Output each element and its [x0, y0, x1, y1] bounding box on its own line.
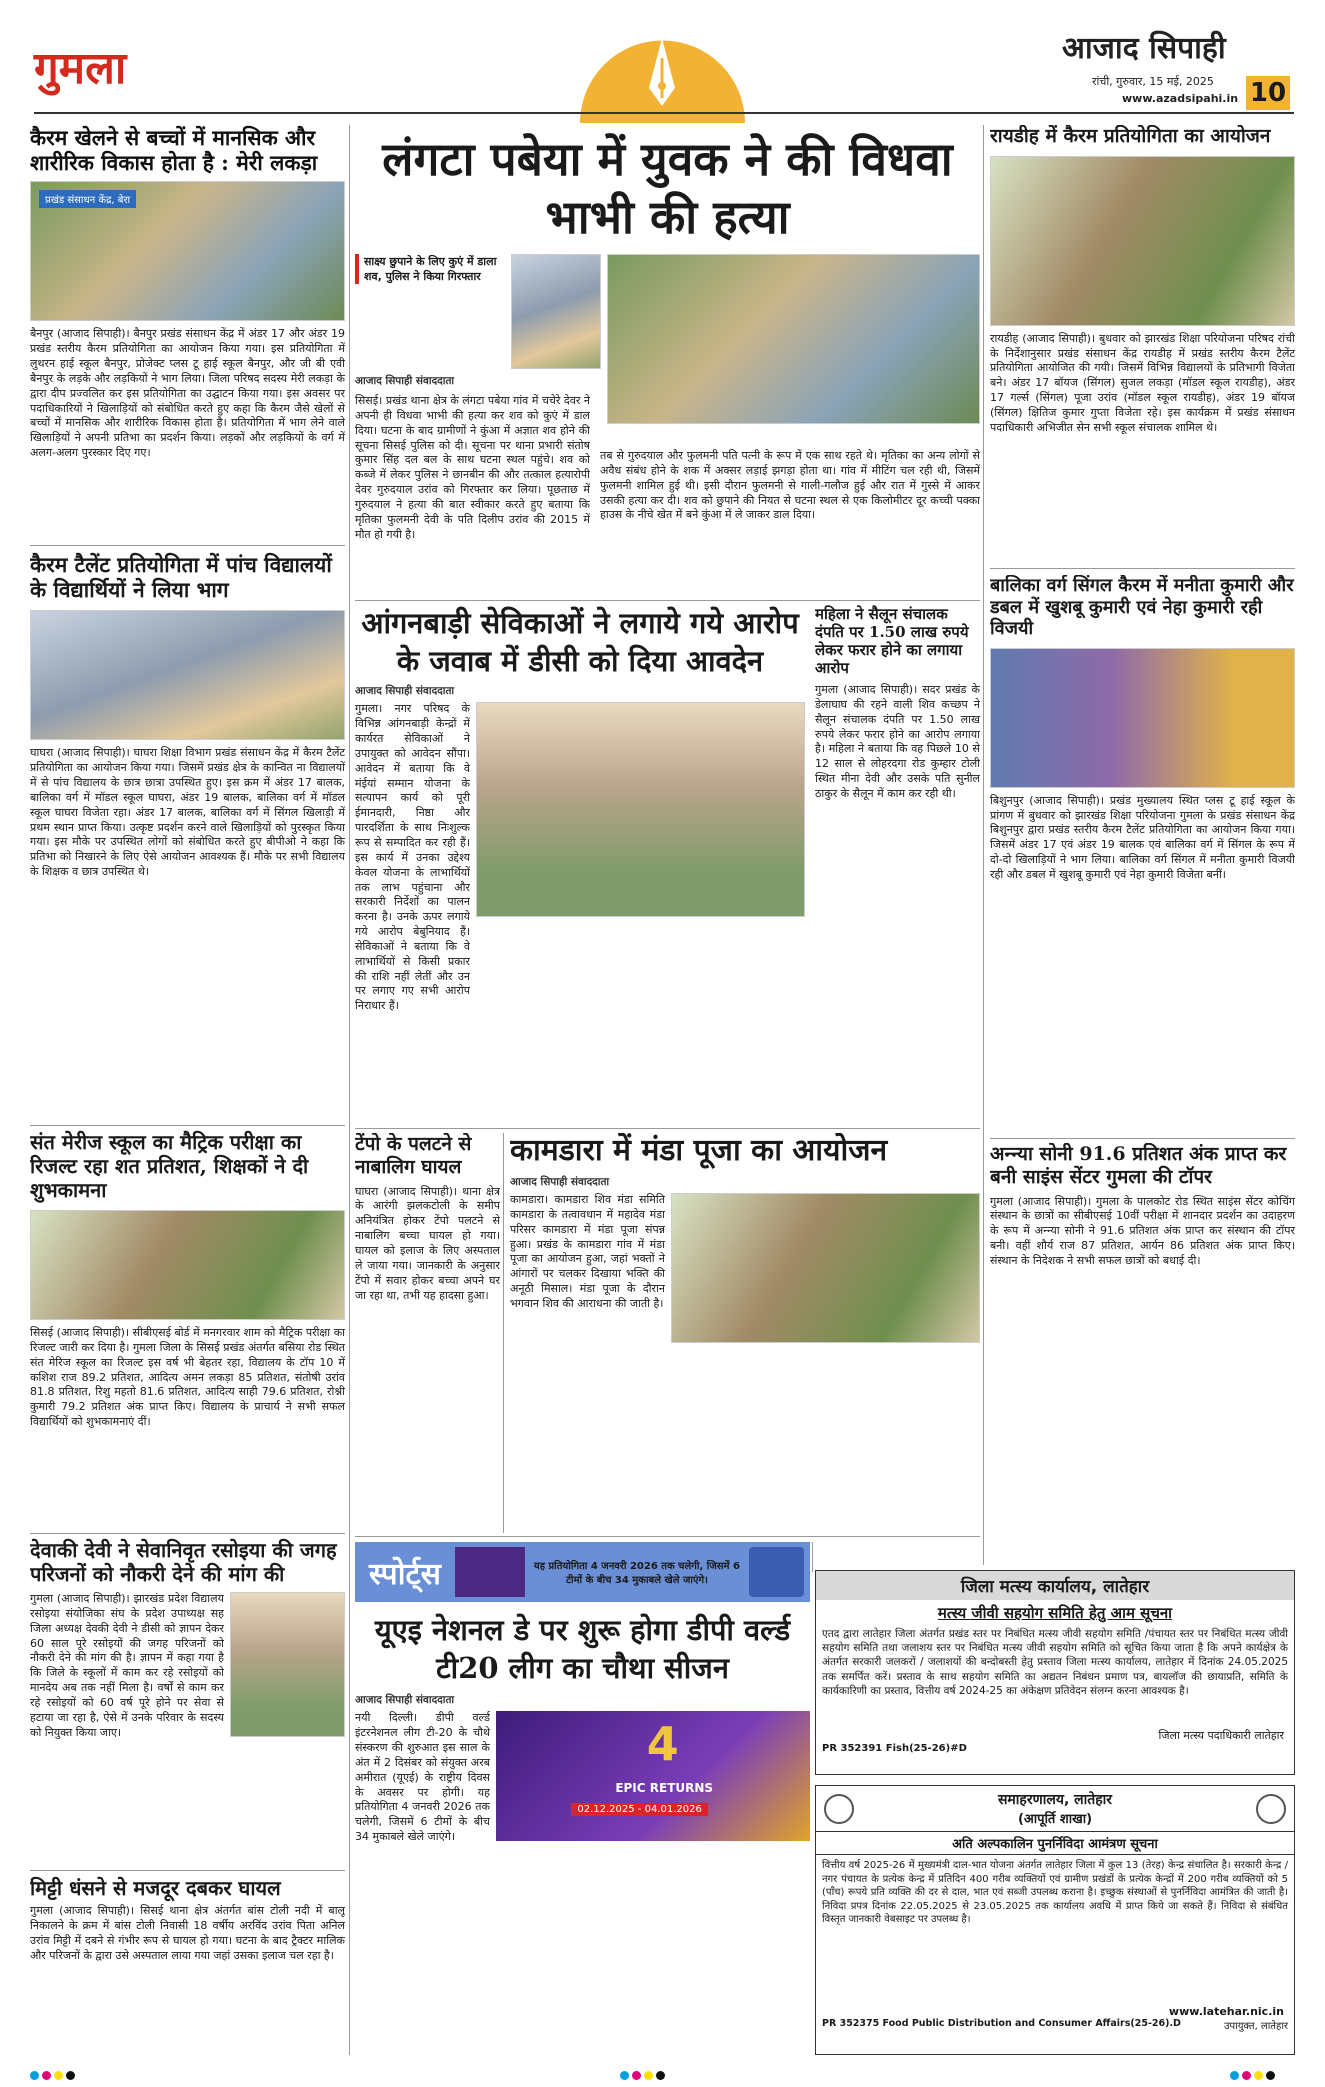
article-photo — [476, 702, 805, 917]
fisheries-notice — [815, 1570, 1295, 1775]
article-body: सिसई (आजाद सिपाही)। सीबीएसई बोर्ड में मनगरवार शाम को मैट्रिक परीक्षा का रिजल्ट जारी कर दिया है। गुमला जिला के सिसई प्रखंड अंतर्गत बसिया रोड स्थित संत मेरिज स्कूल का रिजल्ट इस वर्ष भी बेहतर रहा, विद्यालय के टॉप 10 में कशिश राज 89.2 प्रतिशत, आदित्य अमन लकड़ा 85 प्रतिशत, संतोषी उरांव 81.8 प्रतिशत, रिशु महतो 81.6 प्रतिशत, आदित्य साही 79.6 प्रतिशत, रोश्नी कुमारी 79.2 प्रतिशत अंक प्राप्त किए। विद्यालय के प्राचार्य ने सभी सफल विद्यार्थियों को शुभकामनाएं दीं। — [30, 1326, 345, 1429]
poster-dates: 02.12.2025 - 04.01.2026 — [571, 1803, 707, 1816]
lead-photo-caption: साक्ष्य छुपाने के लिए कुएं में डाला शव, पुलिस ने किया गिरफ्तार — [355, 254, 505, 284]
notice-subject: मत्स्य जीवी सहयोग समिति हेतु आम सूचना — [937, 1604, 1173, 1622]
article-title: संत मेरीज स्कूल का मैट्रिक परीक्षा का रिजल्ट रहा शत प्रतिशत, शिक्षकों ने दी शुभकामना — [30, 1130, 309, 1202]
divider — [355, 600, 980, 601]
jharkhand-emblem-icon — [824, 1794, 854, 1824]
article-title: टेंपो के पलटने से नाबालिग घायल — [355, 1133, 472, 1178]
section-title: गुमला — [34, 43, 127, 94]
divider — [990, 568, 1295, 569]
paper-name: आजाद सिपाही — [1062, 31, 1226, 66]
lead-byline: आजाद सिपाही संवाददाता — [355, 375, 455, 387]
color-registration-marks-right — [1230, 2065, 1278, 2084]
notice-header: जिला मत्स्य कार्यालय, लातेहार — [816, 1571, 1294, 1600]
notice-subheader: (आपूर्ति शाखा) — [1017, 1812, 1093, 1827]
sports-byline: आजाद सिपाही संवाददाता — [355, 1694, 455, 1707]
article-title: अन्न्या सोनी 91.6 प्रतिशत अंक प्राप्त कर बनी साइंस सेंटर गुमला की टॉपर — [990, 1143, 1287, 1188]
center-article-manda — [510, 1133, 980, 1533]
center-article-tempo — [355, 1133, 500, 1533]
article-photo — [990, 156, 1295, 326]
article-byline: आजाद सिपाही संवाददाता — [510, 1176, 610, 1188]
article-body: गुमला (आजाद सिपाही)। झारखंड प्रदेश विद्यालय रसोइया संयोजिका संघ के प्रदेश उपाध्यक्ष सह जिला अध्यक्ष देवकी देवी ने डीसी को ज्ञापन देकर 60 साल पूरे रसोइयों की जगह परिजनों को नौकरी देने की मांग की है। ज्ञापन में कहा गया है कि जिले के स्कूलों में काम कर रहे रसोइयों को मानदेय अब तक नहीं मिला है। वर्षों से काम कर रहे रसोइयों को 60 वर्ष पूरे होने पर सेवा से हटाया जा रहा है, ऐसे में उनके परिवार के सदस्य को नियुक्त किया जाए। — [30, 1592, 224, 1739]
article-title: कामडारा में मंडा पूजा का आयोजन — [510, 1133, 888, 1168]
article-body: कामडारा। कामडारा शिव मंडा समिति कामडारा के तत्वावधान में महादेव मंडा परिसर कामडारा में मंडा पूजा संपन्न हुआ। प्रखंड के कामडारा गांव में मंडा पूजा का आयोजन हुआ, जहां भक्तों ने आंगारों पर चलकर दिखाया भक्ति की अनूठी मिसाल। मंडा पूजा के दौरान भगवान शिव की आराधना की जाती है। — [510, 1193, 665, 1310]
center-article-anganwadi — [355, 605, 805, 1125]
lead-photo-crowd — [607, 254, 980, 424]
notice-pr-number: PR 352391 Fish(25-26)#D — [822, 1743, 967, 1754]
article-photo — [990, 648, 1295, 788]
tender-notice — [815, 1785, 1295, 2055]
article-title: बालिका वर्ग सिंगल कैरम में मनीता कुमारी और डबल में खुशबू कुमारी एवं नेहा कुमारी रही विजयी — [990, 575, 1294, 640]
column-rule — [812, 1542, 813, 1572]
col1-article-4 — [30, 1538, 345, 1868]
notice-signature: उपायुक्त, लातेहार — [1223, 2021, 1288, 2032]
col1-article-5 — [30, 1876, 345, 2051]
notice-website[interactable]: www.latehar.nic.in — [1168, 2005, 1284, 2018]
article-body: गुमला (आजाद सिपाही)। सदर प्रखंड के डेलाघाघ की रहने वाली शिव कच्छप ने सैलून संचालक दंपति पर 1.50 लाख रुपये लेकर फरार होने का आरोप लगाया है। महिला ने बताया कि वह पिछले 10 से 12 साल से लोहरदगा रोड कुम्हार टोली स्थित मीना देवी और उसके पति सुनील ठाकुर के सैलून में काम कर रही थी। — [815, 683, 980, 800]
cricket-player-icon — [749, 1547, 804, 1597]
article-body: रायडीह (आजाद सिपाही)। बुधवार को झारखंड शिक्षा परियोजना परिषद रांची के निर्देशानुसार प्रखंड संसाधन केंद्र रायडीह में प्रखंड स्तरीय कैरम टैलेंट प्रतियोगिता आयोजित की गयी। जिसमें विभिन्न विद्यालयों के प्रतिभागी विजेता बने। अंडर 17 बॉयज (सिंगल) सुजल लकड़ा (मॉडल स्कूल रायडीह), अंडर 17 गर्ल्स (सिंगल) पूजा उरांव (मॉडल स्कूल रायडीह), अंडर 19 बॉयज (सिंगल) क्षितिज कुमार गुप्ता विजेता रहे। इस कार्यक्रम में प्रखंड संसाधन पदाधिकारी अभिजीत सेन सभी स्कूल संचालक शामिल थे। — [990, 331, 1295, 434]
divider — [355, 1536, 980, 1537]
sports-promo-thumb — [455, 1547, 525, 1597]
divider — [30, 1533, 345, 1534]
divider — [30, 545, 345, 546]
lead-body-2: तब से गुरुदयाल और फुलमनी पति पत्नी के रूप में एक साथ रहते थे। मृतिका का अन्य लोगों से अवैध संबंध होने के शक में अक्सर लड़ाई झगड़ा होता था। गांव में मीटिंग चल रही थी, जिसमें फुलमनी शामिल हुई थी। इसी दौरान फुलमनी से गाली-गलौज हुई और रात में गुस्से में आकर उसकी हत्या कर दी। शव को छुपाने की नियत से घटना स्थल से एक किलोमीटर दूर कच्ची पक्का हाउस के नीचे खेत में बने कुंआ में ले जाकर डाल दिया। — [600, 449, 980, 522]
lead-story — [355, 125, 980, 595]
right-article-3 — [990, 1143, 1295, 1563]
article-title: रायडीह में कैरम प्रतियोगिता का आयोजन — [990, 125, 1271, 147]
col1-article-1 — [30, 125, 345, 540]
article-title: मिट्टी धंसने से मजदूर दबकर घायल — [30, 1876, 281, 1900]
article-body: बैनपुर (आजाद सिपाही)। बैनपुर प्रखंड संसाधन केंद्र में अंडर 17 और अंडर 19 प्रखंड स्तरीय कैरम प्रतियोगिता का आयोजन किया गया। इस प्रतियोगिता में लुथरन हाई स्कूल बैनपुर, प्रोजेक्ट प्लस टू हाई स्कूल बैनपुर, और जी बी एवी बैनपुर के लड़के और लड़कियों ने भाग लिया। जिला परिषद सदस्य मेरी लकड़ा के द्वारा दीप प्रज्वलित कर इस प्रतियोगिता का उद्घाटन किया गया। इस अवसर पर पदाधिकारियों ने खिलाड़ियों को संबोधित करते हुए कहा कि कैरम जैसे खेलों से बच्चों में मानसिक और शारीरिक विकास होता है। प्रतियोगिता में भाग लेने वाले खिलाड़ियों ने अपनी प्रतिभा का प्रदर्शन किया। लड़कों और लड़कियों के वर्ग में अलग-अलग पुरस्कार दिए गए। — [30, 327, 345, 460]
article-photo — [30, 1210, 345, 1320]
col1-article-2 — [30, 552, 345, 1122]
notice-body: वित्तीय वर्ष 2025-26 में मुख्यमंत्री दाल-भात योजना अंतर्गत लातेहार जिला में कुल 13 (तेरह) केन्द्र संचालित है। सरकारी केन्द्र / नगर पंचायत के प्रत्येक केन्द्र में प्रतिदिन 400 गरीब व्यक्तियों एवं ग्रामीण प्रखंडों के प्रत्येक केन्द्रों में 200 गरीब व्यक्तियों को 5 (पाँच) रूपये प्रति व्यक्ति की दर से दाल, भात एवं सब्जी उपलब्ध कराना है। इच्छुक संस्थाओं से पुनर्निविदा आमंत्रित की जाती है। निविदा प्रपत्र दिनांक 22.05.2025 से 23.05.2025 तक कार्यालय अवधि में प्राप्त किये जा सकते हैं। निविदा से संबंधित विस्तृत जानकारी वेबसाइट पर उपलब्ध है। — [822, 1860, 1288, 1925]
col1-article-3 — [30, 1130, 345, 1530]
website[interactable]: www.azadsipahi.in — [1122, 92, 1239, 105]
right-article-2 — [990, 575, 1295, 1135]
divider — [990, 1138, 1295, 1139]
article-body: घाघरा (आजाद सिपाही)। थाना क्षेत्र के आरंगी झलकटोली के समीप अनियंत्रित होकर टेंपो पलटने से नाबालिग बच्चा घायल हो गया। घायल को इलाज के लिए अस्पताल ले जाया गया। जानकारी के अनुसार टेंपो में सवार होकर बच्चा अपने घर जा रहा था, तभी यह हादसा हुआ। — [355, 1184, 500, 1302]
article-body: बिशुनपुर (आजाद सिपाही)। प्रखंड मुख्यालय स्थित प्लस टू हाई स्कूल के प्रांगण में बुधवार को झारखंड शिक्षा परियोजना गुमला के प्रखंड संसाधन केंद्र बिशुनपुर द्वारा प्रखंड स्तरीय कैरम टैलेंट प्रतियोगिता का आयोजन किया गया। जिसमें अंडर 17 एवं अंडर 19 बालक एवं बालिका वर्ग में सिंगल के रूप में दो-दो खिलाड़ियों ने भाग लिया। बालिका वर्ग सिंगल में मनीता कुमारी विजयी रही और डबल में खुशबू कुमारी एवं नेहा कुमारी विजेता बनीं। — [990, 793, 1295, 881]
color-registration-marks-center — [620, 2065, 668, 2084]
article-title: कैरम टैलेंट प्रतियोगिता में पांच विद्यालयों के विद्यार्थियों ने लिया भाग — [30, 552, 332, 603]
article-title: देवाकी देवी ने सेवानिवृत रसोइया की जगह परिजनों को नौकरी देने की मांग की — [30, 1538, 337, 1586]
article-photo — [671, 1193, 980, 1343]
notice-header: समाहरणालय, लातेहार — [997, 1792, 1113, 1808]
article-title: कैरम खेलने से बच्चों में मानसिक और शारीरिक विकास होता है : मेरी लकड़ा — [30, 125, 318, 176]
column-rule — [983, 125, 984, 1565]
color-registration-marks-left — [30, 2065, 78, 2084]
dateline: रांची, गुरुवार, 15 मई, 2025 — [1092, 75, 1214, 88]
lead-headline: लंगटा पबेया में युवक ने की विधवा भाभी की हत्या — [382, 132, 953, 244]
notice-pr-number: PR 352375 Food Public Distribution and Consumer Affairs(25-26).D — [822, 2018, 1181, 2029]
right-article-1 — [990, 125, 1295, 530]
poster-season-number: 4 — [646, 1717, 679, 1772]
masthead-divider-left — [34, 112, 1294, 114]
sports-promo-text: यह प्रतियोगिता 4 जनवरी 2026 तक चलेगी, जिसमें 6 टीमों के बीच 34 मुकाबले खेले जाएंगे। — [533, 1561, 740, 1586]
lead-body-1: सिसई। प्रखंड थाना क्षेत्र के लंगटा पबेया गांव में चचेरे देवर ने अपनी ही विधवा भाभी की हत्या कर शव को कुएं में डाल दिया। घटना के बाद ग्रामीणों ने कुंआ में अज्ञात शव होने की सूचना सिसई पुलिस को दी। सूचना पर थाना प्रभारी संतोष कुमार सिंह दल बल के साथ घटना स्थल पहुंचे। शव को कब्जे में लेकर पुलिस ने छानबीन की और तत्काल हत्यारोपी देवर गुरुदयाल उरांव को गिरफ्तार कर लिया। पूछताछ में गुरुदयाल ने हत्या की बात स्वीकार करते हुए बताया कि मृतिका फुलमनी देवी के पति दिलीप उरांव की 2015 में मौत हो गयी है। — [355, 394, 590, 541]
divider — [30, 1125, 345, 1126]
sports-headline: यूएइ नेशनल डे पर शुरू होगा डीपी वर्ल्ड टी20 लीग का चौथा सीजन — [374, 1613, 791, 1685]
article-byline: आजाद सिपाही संवाददाता — [355, 685, 455, 698]
page-number: 10 — [1246, 76, 1290, 110]
photo-banner: प्रखंड संसाधन केंद्र, बेरा — [39, 190, 136, 208]
article-body: गुमला। नगर परिषद के विभिन्न आंगनबाड़ी केन्द्रों में कार्यरत सेविकाओं ने उपायुक्त को आवेदन सौंपा। आवेदन में बताया कि वे मंईयां सम्मान योजना के सत्यापन कार्य को पूरी ईमानदारी, निष्ठा और पारदर्शिता के साथ निःशुल्क रूप से सम्पादित कर रही हैं। इस कार्य में उनका उद्देश्य केवल योजना के लाभार्थियों तक लाभ पहुंचाना और सरकारी निर्देशों का पालन करना है। उनके ऊपर लगाये गये आरोप बेबुनियाद हैं। सेविकाओं ने बताया कि वे लाभार्थियों से किसी प्रकार की राशि नहीं लेतीं और उन पर लगाए गए सभी आरोप निराधार हैं। — [355, 702, 470, 1013]
pen-nib-logo — [575, 28, 750, 123]
sports-poster — [496, 1711, 810, 1841]
sports-body: नयी दिल्ली। डीपी वर्ल्ड इंटरनेशनल लीग टी-20 के चौथे संस्करण की शुरुआत इस साल के अंत में 2 दिसंबर को संयुक्त अरब अमीरात (यूएई) के राष्ट्रीय दिवस के अवसर पर होगी। यह प्रतियोगिता 4 जनवरी 2026 तक चलेगी, जिसमें 6 टीमों के बीच 34 मुकाबले खेले जाएंगे। — [355, 1711, 490, 1844]
poster-tagline: EPIC RETURNS — [615, 1781, 714, 1796]
article-body: घाघरा (आजाद सिपाही)। घाघरा शिक्षा विभाग प्रखंड संसाधन केंद्र में कैरम टैलेंट प्रतियोगिता का आयोजन किया गया। जिसमें प्रखंड क्षेत्र के कान्वित ना विद्यालयों में से पांच विद्यालय के छात्र छात्रा उपस्थित हुए। इस क्रम में अंडर 17 बालक, बालिका वर्ग में मॉडल स्कूल घाघरा, अंडर 19 बालक, बालिका वर्ग में मॉडल स्कूल घाघरा विजेता रहा। अंडर 17 बालक, बालिका वर्ग में सिंगल खिलाड़ी में प्रथम स्थान प्राप्त किया। उत्कृष्ट प्रदर्शन करने वाले खिलाड़ियों को पुरस्कृत किया गया। इस मौके पर उपस्थित लोगों को संबोधित करते हुए बीपीओ ने कहा कि प्रतिभा को निखारने के लिए ऐसे आयोजन आवश्यक हैं। मौके पर सभी विद्यालय के शिक्षक व छात्र उपस्थित थे। — [30, 746, 345, 879]
notice-signature: जिला मत्स्य पदाधिकारी लातेहार — [1158, 1729, 1284, 1742]
divider — [355, 1128, 980, 1129]
sports-label: स्पोर्ट्स — [369, 1556, 441, 1592]
article-title: महिला ने सैलून संचालक दंपति पर 1.50 लाख रुपये लेकर फरार होने का लगाया आरोप — [815, 605, 969, 677]
notice-subject: अति अल्पकालिन पुनर्निविदा आमंत्रण सूचना — [816, 1831, 1294, 1855]
center-article-salon — [815, 605, 980, 1125]
notice-body: एतद द्वारा लातेहार जिला अंतर्गत प्रखंड स्तर पर निबंधित मत्स्य जीवी सहयोग समिति /पंचायत स्तर पर निबंधित मत्स्य जीवी सहयोग समिति तथा जलाशय स्तर पर निबंधित मत्स्य जीवी सहयोग समिति को सूचित किया जाता है कि अपने कार्यक्षेत्र के अंतर्गत सरकारी जलकरों / जलाशयों की बन्दोबस्ती हेतु प्रस्ताव जिला मत्स्य कार्यालय, लातेहार में दिनांक 24.05.2025 तक समर्पित करें। प्रस्ताव के साथ सहयोग समिति का अद्यतन निबंधन प्रमाण पत्र, बायलॉज की छायाप्रति, समिति के कार्यकारिणी का प्रस्ताव, वित्तीय वर्ष 2024-25 का अंकेक्षण प्रतिवेदन संलग्न करना आवश्यक है। — [822, 1628, 1288, 1697]
article-title: आंगनबाड़ी सेविकाओं ने लगाये गये आरोप के जवाब में डीसी को दिया आवदेन — [361, 606, 799, 678]
jharkhand-emblem-icon — [1256, 1794, 1286, 1824]
divider — [30, 1870, 345, 1871]
masthead — [0, 0, 1325, 120]
article-photo — [230, 1592, 345, 1737]
column-rule — [503, 1133, 504, 1533]
sports-banner — [355, 1542, 810, 1602]
article-photo — [30, 181, 345, 321]
column-rule — [349, 125, 350, 2055]
lead-photo-victim — [511, 254, 601, 369]
article-photo — [30, 610, 345, 740]
article-body: गुमला (आजाद सिपाही)। सिसई थाना क्षेत्र अंतर्गत बांस टोली नदी में बालू निकालने के क्रम में बांस टोली निवासी 18 वर्षीय अरविंद उरांव पिता अनिल उरांव मिट्टी में दबने से गंभीर रूप से घायल हो गया। घटना के बाद ट्रैक्टर मालिक और परिजनों के द्वारा उसे अस्पताल लाया गया जहां उसका इलाज चल रहा है। — [30, 1904, 345, 1962]
sports-section — [355, 1542, 810, 2052]
article-body: गुमला (आजाद सिपाही)। गुमला के पालकोट रोड स्थित साइंस सेंटर कोचिंग संस्थान के छात्रों का सीबीएसई 10वीं परीक्षा में शानदार प्रदर्शन का उदाहरण के रूप में अन्न्या सोनी ने 91.6 प्रतिशत अंक प्राप्त कर संस्थान की टॉपर बनी। वहीं शौर्य राज 87 प्रतिशत, आर्यन 86 प्रतिशत अंक प्राप्त किए। संस्थान के निदेशक ने सभी सफल छात्रों को बधाई दी। — [990, 1194, 1295, 1267]
